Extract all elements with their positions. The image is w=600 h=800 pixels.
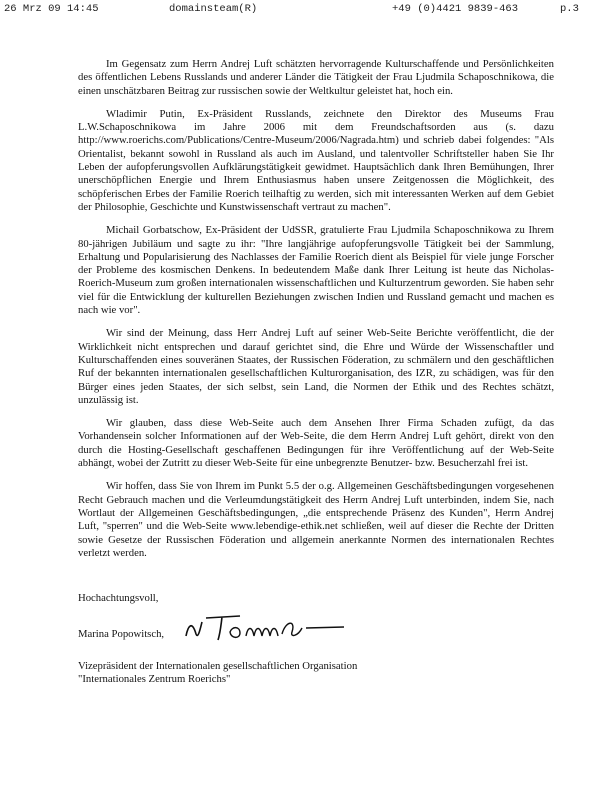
signer-name: Marina Popowitsch, xyxy=(78,628,165,640)
signer-title-line-1: Vizepräsident der Internationalen gesellschaftlichen Organisation xyxy=(78,660,358,672)
signer-title-line-2: "Internationales Zentrum Roerichs" xyxy=(78,673,231,686)
fax-sender: domainsteam(R) xyxy=(169,3,258,15)
paragraph-3: Michail Gorbatschow, Ex-Präsident der UdSSR, gratulierte Frau Ljudmila Schaposchnikowa zu Ihrem 80-jährigen Jubiläum und sagte zu ihr: "Ihre langjährige aufopferungsvolle Tätigkeit bei der Sammlung, Erhaltung und Popularisierung des Nachlasses der Familie Roerich dient als Beispiel für viele junge Forscher der Probleme des kosmischen Denkens. In bedeutendem Maße dank Ihrer Leitung ist heute das Nicholas-Roerich-Museum zum großen internationalen wissenschaftlichen und Kulturzentrum geworden. Sie haben sehr viel für die Entwicklung der kulturellen Beziehungen zwischen Indien und Russland gemacht und machen es nach wie vor". xyxy=(78,224,554,317)
paragraph-6: Wir hoffen, dass Sie von Ihrem im Punkt 5.5 der o.g. Allgemeinen Geschäftsbedingungen vorgesehenen Recht Gebrauch machen und die Verleumdungstätigkeit des Herrn Andrej Luft unterbinden, indem Sie, nach Wortlaut der Allgemeinen Geschäftsbedingungen, „die entsprechende Präsenz des Kunden", Herrn Andrej Luft, "sperren" und die Web-Seite www.lebendige-ethik.net schließen, weil auf dieser die Rechte der Dritten sowie Gesetze der Russischen Föderation und allgemein anerkannte Normen des internationalen Rechtes verletzt werden. xyxy=(78,480,554,559)
paragraph-5: Wir glauben, dass diese Web-Seite auch dem Ansehen Ihrer Firma Schaden zufügt, da das Vorhandensein solcher Informationen auf der Web-Seite, die dem Herrn Andrej Luft gehört, direkt von den durch die Hosting-Gesellschaft geschaffenen Bedingungen für ihre Veröffentlichung auf der Web-Seite abhängt, wobei der Zutritt zu dieser Web-Seite für eine unbegrenzte Benutzer- bzw. Besucherzahl frei ist. xyxy=(78,417,554,470)
closing-greeting: Hochachtungsvoll, xyxy=(78,592,159,604)
paragraph-4: Wir sind der Meinung, dass Herr Andrej Luft auf seiner Web-Seite Berichte veröffentlicht, die der Wirklichkeit nicht entsprechen und darauf gerichtet sind, die Ehre und Würde der Wissenschaftler und Kulturschaffenden eines souveränen Staates, der Russischen Föderation, zu schmälern und den geschäftlichen Ruf der bekannten internationalen gesellschaftlichen Kulturorganisation, des IZR, zu schädigen, was für den Bürger eines jeden Staates, der sich selbst, sein Land, die Normen der Ethik und des Rechtes schätzt, unzulässig ist. xyxy=(78,327,554,406)
paragraph-1: Im Gegensatz zum Herrn Andrej Luft schätzten hervorragende Kulturschaffende und Persönlichkeiten des öffentlichen Lebens Russlands und anderer Länder die Tätigkeit der Frau Ljudmila Schaposchnikowa, die einen unschätzbaren Beitrag zur russischen sowie der Weltkultur geleistet hat, hoch ein. xyxy=(78,58,554,97)
fax-phone: +49 (0)4421 9839-463 xyxy=(392,3,519,15)
fax-header xyxy=(4,3,596,17)
fax-page-number: p.3 xyxy=(560,3,579,15)
fax-date: 26 Mrz 09 14:45 xyxy=(4,3,99,15)
signer-title xyxy=(78,660,558,687)
letter-body xyxy=(78,58,554,570)
paragraph-2: Wladimir Putin, Ex-Präsident Russlands, zeichnete den Direktor des Museums Frau L.W.Schaposchnikowa im Jahre 2006 mit dem Freundschaftsorden aus (s. dazu http://www.roerichs.com/Publications/Centre-Museum/2006/Nagrada.htm) und schrieb dabei folgendes: "Als Orientalist, bekannt sowohl in Russland als auch im Ausland, und talentvoller Schriftsteller haben Sie Ihr Leben der aufopferungsvollen Aufklärungstätigkeit gewidmet. Hauptsächlich dank Ihren Bemühungen, Ihrer unerschöpflichen Energie und Ihrem Enthusiasmus haben unsere Zeitgenossen die Möglichkeit, des schöpferischen Erbes der Familie Roerich teilhaftig zu werden, sich mit interessanten Werken auf dem Gebiet der Philosophie, Geschichte und Kunstwissenschaft vertraut zu machen". xyxy=(78,107,554,213)
